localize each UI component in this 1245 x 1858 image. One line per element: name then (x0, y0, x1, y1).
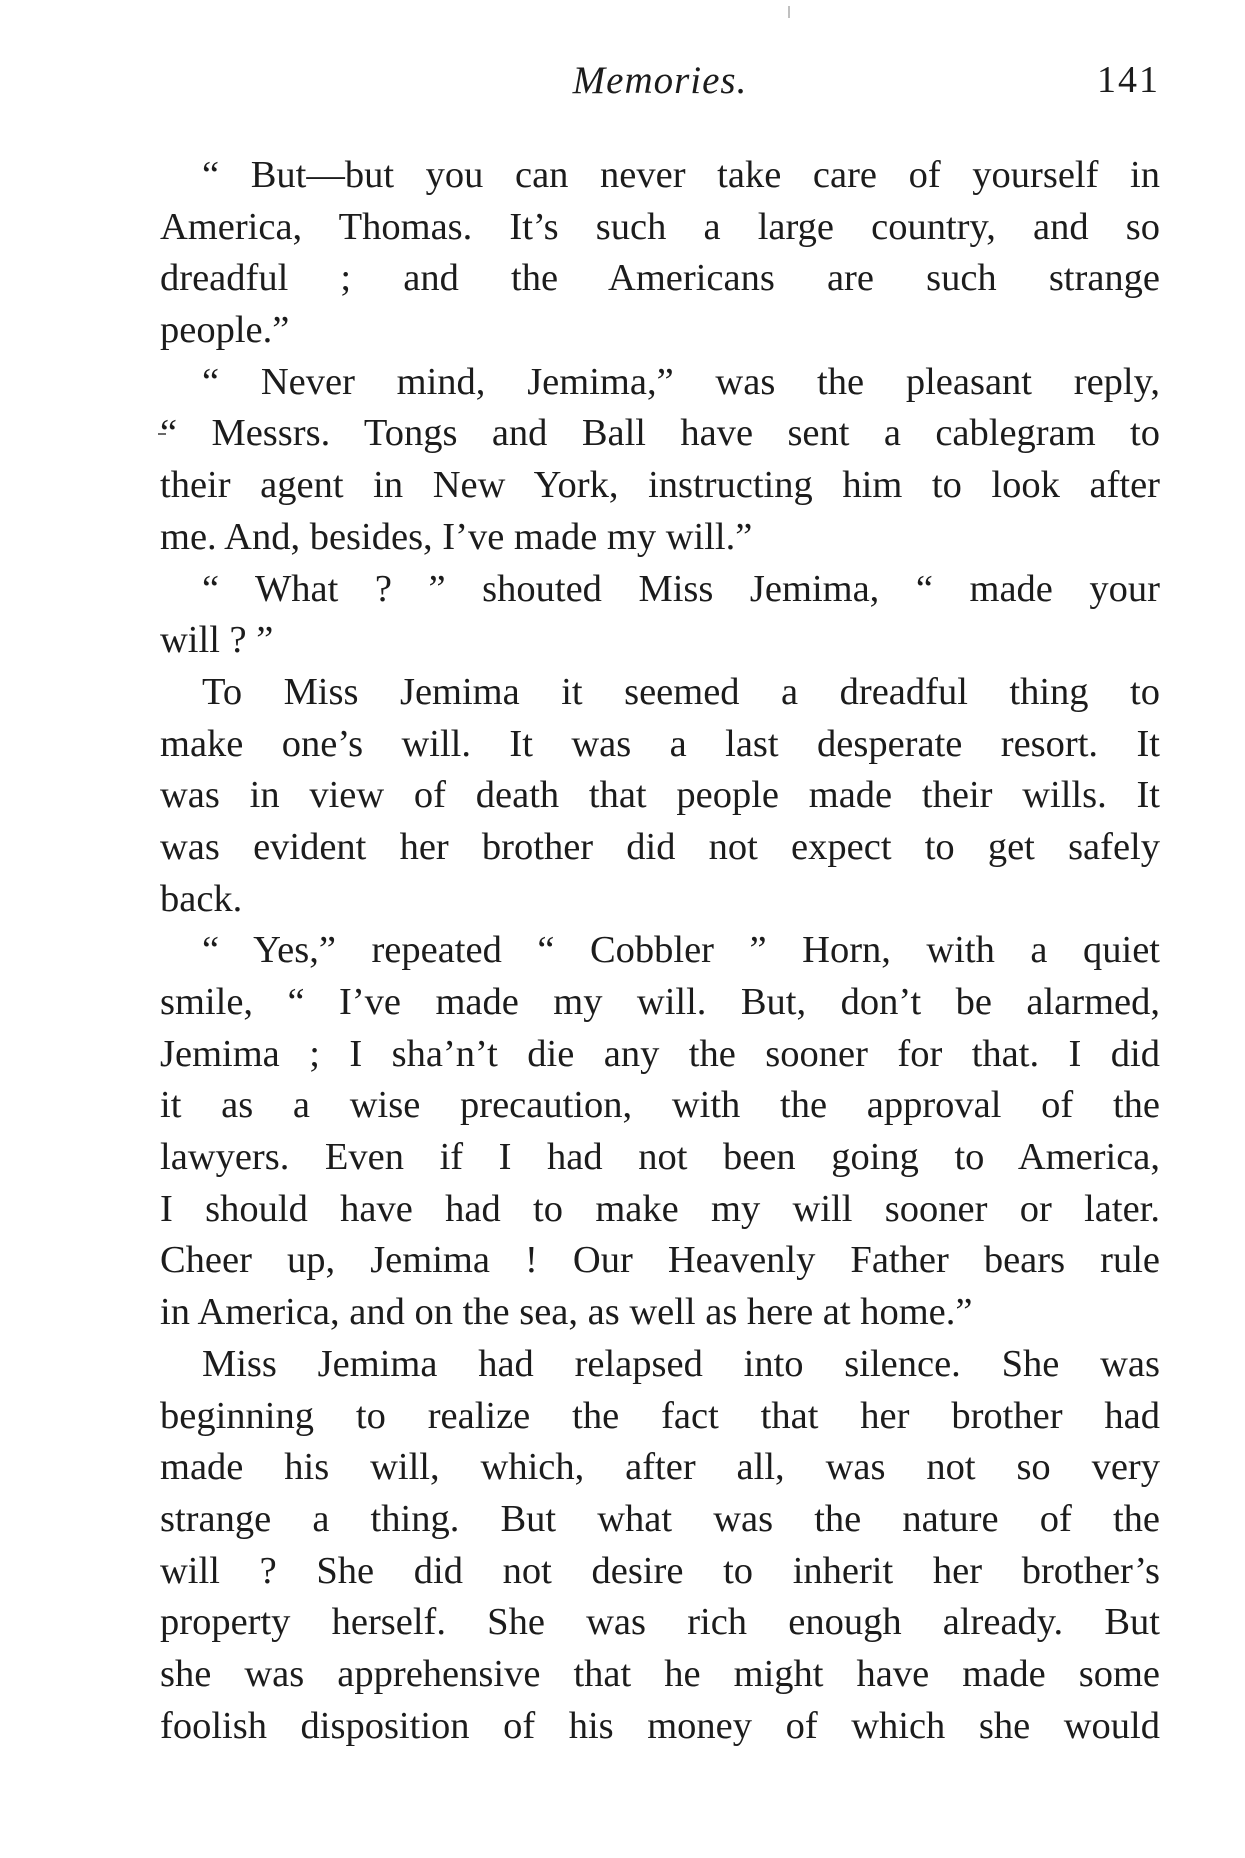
text-line: Cheer up, Jemima ! Our Heavenly Father bears rule (160, 1239, 1160, 1282)
scan-mark (788, 6, 790, 18)
text-line: make one’s will. It was a last desperate resort. It (160, 722, 1160, 765)
text-line: property herself. She was rich enough already. But (160, 1601, 1160, 1644)
text-line: smile, “ I’ve made my will. But, don’t be alarmed, (160, 981, 1160, 1023)
text-line: “ What ? ” shouted Miss Jemima, “ made your (202, 567, 1160, 610)
text-line: “ But—but you can never take care of yourself in (202, 154, 1160, 196)
text-line: their agent in New York, instructing him to look after (160, 464, 1160, 507)
text-line: will ? ” (160, 619, 274, 662)
text-line: it as a wise precaution, with the approval of the (160, 1084, 1160, 1127)
text-line: made his will, which, after all, was not so very (160, 1446, 1160, 1489)
text-line: America, Thomas. It’s such a large country, and so (160, 205, 1160, 248)
text-line: “ Never mind, Jemima,” was the pleasant reply, (202, 360, 1160, 403)
body-text (160, 150, 1160, 1752)
text-line: foolish disposition of his money of which she would (160, 1704, 1160, 1747)
text-line: “ Messrs. Tongs and Ball have sent a cablegram to (160, 412, 1160, 455)
text-line: will ? She did not desire to inherit her brother’s (160, 1549, 1160, 1592)
text-line: “ Yes,” repeated “ Cobbler ” Horn, with a quiet (202, 929, 1160, 972)
text-line: in America, and on the sea, as well as here at home.” (160, 1291, 973, 1334)
text-line: dreadful ; and the Americans are such strange (160, 257, 1160, 300)
text-line: back. (160, 877, 243, 920)
text-line: I should have had to make my will sooner or later. (160, 1187, 1160, 1230)
text-line: was in view of death that people made their wills. It (160, 774, 1160, 817)
text-line: To Miss Jemima it seemed a dreadful thing to (202, 670, 1160, 713)
text-line: Jemima ; I sha’n’t die any the sooner for that. I did (160, 1032, 1160, 1075)
text-line: lawyers. Even if I had not been going to America, (160, 1136, 1160, 1179)
text-line: me. And, besides, I’ve made my will.” (160, 515, 753, 558)
text-line: Miss Jemima had relapsed into silence. She was (202, 1342, 1160, 1385)
text-line: beginning to realize the fact that her brother had (160, 1394, 1160, 1437)
text-line: people.” (160, 309, 290, 352)
text-line: was evident her brother did not expect to get safely (160, 825, 1160, 868)
page-header (160, 52, 1160, 112)
page-number: 141 (1097, 59, 1160, 101)
running-title: Memories. (572, 59, 748, 102)
text-line: she was apprehensive that he might have made some (160, 1652, 1160, 1695)
text-line: strange a thing. But what was the nature of the (160, 1497, 1160, 1540)
